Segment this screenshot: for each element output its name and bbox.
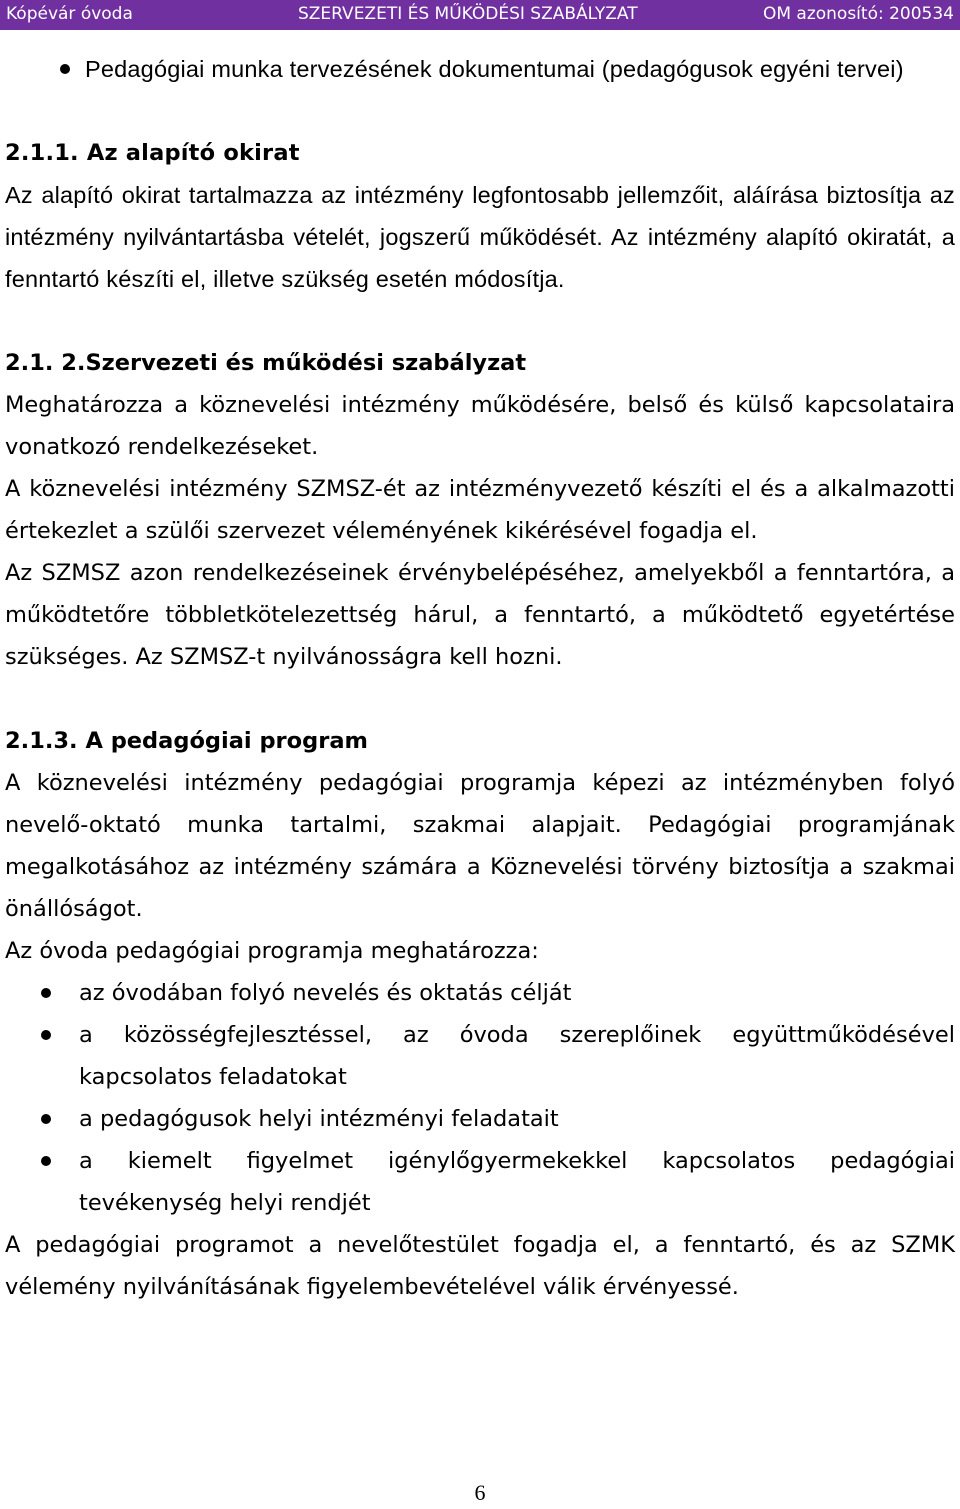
list-item — [5, 48, 955, 90]
top-bullet-list — [5, 48, 955, 90]
paragraph: A köznevelési intézmény SZMSZ-ét az intézményvezető készíti el és a alkalmazotti értekezlet a szülői szervezet véleményének kikérésével fogadja el. — [5, 476, 955, 544]
list-item-text: a közösségfejlesztéssel, az óvoda szereplőinek együttműködésével kapcsolatos feladatokat — [79, 1022, 955, 1090]
section-heading-pedagogiai-program: 2.1.3. A pedagógiai program — [5, 728, 368, 754]
bullet-icon — [41, 988, 51, 998]
list-item — [5, 1098, 955, 1140]
header-om-id: OM azonosító: 200534 — [762, 4, 954, 24]
page-header — [0, 0, 960, 30]
list-item-text: Pedagógiai munka tervezésének dokumentumai (pedagógusok egyéni tervei) — [85, 56, 904, 82]
list-item — [5, 972, 955, 1014]
section-heading-alapito-okirat: 2.1.1. Az alapító okirat — [5, 140, 300, 166]
bullet-icon — [41, 1030, 51, 1040]
paragraph: Az alapító okirat tartalmazza az intézmény legfontosabb jellemzőit, aláírása biztosítja az intézmény nyilvántartásba vételét, jogszerű működését. Az intézmény alapító okiratát, a fenntartó készíti el, illetve szükség esetén módosítja. — [5, 182, 955, 292]
list-item-text: az óvodában folyó nevelés és oktatás célját — [79, 980, 572, 1006]
paragraph: A köznevelési intézmény pedagógiai programja képezi az intézményben folyó nevelő-oktató munka tartalmi, szakmai alapjait. Pedagógiai programjának megalkotásához az intézmény számára a Köznevelési törvény biztosítja a szakmai önállóságot. — [5, 770, 955, 922]
header-document-title: SZERVEZETI ÉS MŰKÖDÉSI SZABÁLYZAT — [298, 4, 638, 24]
paragraph: Az SZMSZ azon rendelkezéseinek érvénybelépéséhez, amelyekből a fenntartóra, a működtetőre többletkötelezettség hárul, a fenntartó, a működtető egyetértése szükséges. Az SZMSZ-t nyilvánosságra kell hozni. — [5, 560, 955, 670]
document-body — [5, 48, 955, 1308]
header-school-name: Kópévár óvoda — [6, 4, 133, 24]
bullet-icon — [41, 1114, 51, 1124]
list-item-text: a pedagógusok helyi intézményi feladatait — [79, 1106, 559, 1132]
paragraph: Meghatározza a köznevelési intézmény működésére, belső és külső kapcsolataira vonatkozó rendelkezéseket. — [5, 392, 955, 460]
paragraph: Az óvoda pedagógiai programja meghatározza: — [5, 938, 539, 964]
section-heading-szmsz: 2.1. 2.Szervezeti és működési szabályzat — [5, 350, 527, 376]
bullet-icon — [60, 64, 70, 74]
closing-paragraph: A pedagógiai programot a nevelőtestület fogadja el, a fenntartó, és az SZMK vélemény nyilvánításának figyelembevételével válik érvényessé. — [5, 1232, 955, 1300]
program-bullet-list — [5, 972, 955, 1224]
bullet-icon — [41, 1156, 51, 1166]
list-item-text: a kiemelt figyelmet igénylőgyermekekkel kapcsolatos pedagógiai tevékenység helyi rendjét — [79, 1148, 955, 1216]
page-number: 6 — [474, 1480, 486, 1505]
list-item — [5, 1140, 955, 1224]
list-item — [5, 1014, 955, 1098]
